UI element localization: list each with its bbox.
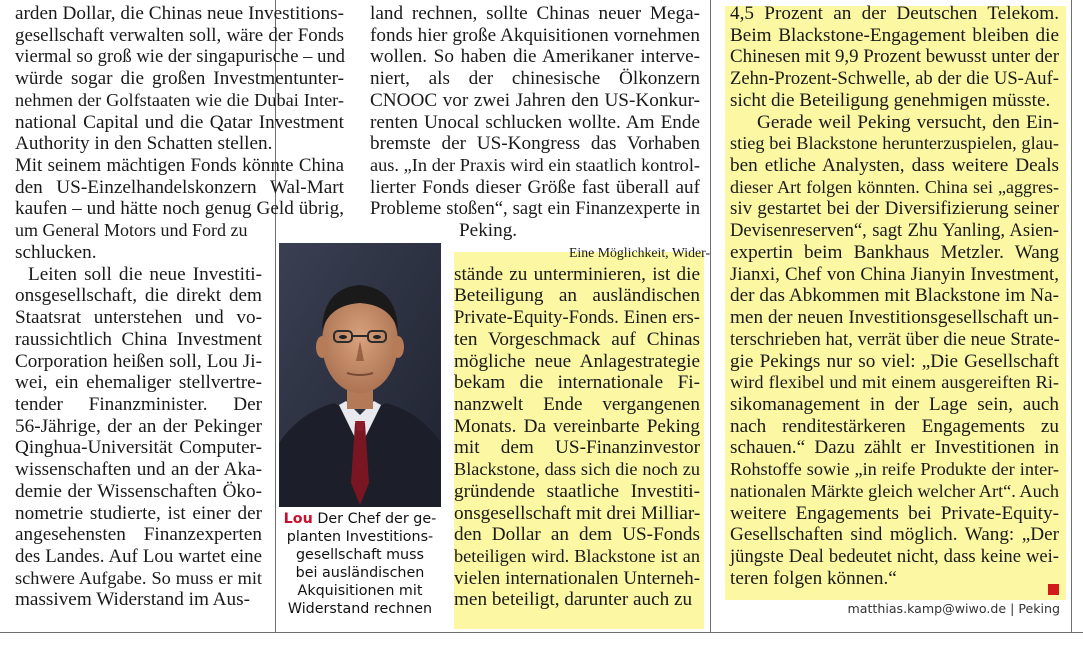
article-line: weitere Engagements bei Private-Equity-	[730, 502, 1059, 524]
article-line: kaufen – und hätte noch genug Geld übrig,	[15, 198, 344, 220]
article-line: nometrie studierte, ist einer der	[15, 502, 262, 524]
article-line: Gerade weil Peking versucht, den Ein-	[757, 111, 1059, 133]
article-line: terschrieben hat, verrät über die neue Strate-	[730, 328, 1060, 350]
article-line: nehmen der Golfstaaten wie die Dubai Inter-	[15, 89, 344, 110]
article-line: Corporation heißen soll, Lou Ji-	[15, 350, 262, 372]
article-line: raussichtlich China Investment	[15, 328, 262, 350]
article-line: tender Finanzminister. Der	[15, 393, 262, 415]
article-line: gesellschaft verwalten soll, wäre der Fonds	[15, 24, 344, 46]
caption-line-1-text: Der Chef der ge-	[312, 511, 437, 527]
article-line: CNOOC vor zwei Jahren den US-Konkur-	[370, 89, 700, 111]
column-rule-right	[1071, 0, 1072, 632]
caption-line-6: Widerstand rechnen	[287, 601, 433, 617]
article-line: stieg bei Blackstone herunterzuspielen, glau-	[730, 133, 1059, 154]
article-line: Qinghua-Universität Computer-	[15, 437, 262, 459]
article-line: nanzwelt Ende vergangenen	[454, 393, 700, 415]
article-line: schlucken.	[15, 241, 97, 263]
article-line: Gesellschaften sind möglich. Wang: „Der	[730, 524, 1059, 546]
article-line: men der neuen Investitionsgesellschaft un-	[730, 307, 1059, 329]
article-line: stände zu unterminieren, ist die	[454, 263, 700, 285]
article-line: Probleme stoßen“, sagt ein Finanzexperte in	[370, 198, 700, 220]
article-line: expertin beim Bankhaus Metzler. Wang	[730, 241, 1059, 263]
article-line: wird flexibel und mit einem ausgereiften Ri-	[730, 372, 1059, 393]
bottom-rule	[0, 632, 1083, 633]
article-line: nach renditestärkeren Engagements zu	[730, 415, 1059, 437]
article-line: den Dollar an dem US-Fonds	[454, 524, 700, 546]
article-line: vielen internationalen Unterneh-	[454, 567, 700, 589]
article-line: bremste der US-Kongress das Vorhaben	[370, 133, 700, 155]
article-line: dieser Art folgen könnten. China sei „aggres-	[730, 176, 1059, 197]
article-line: 56-Jährige, der an der Pekinger	[15, 415, 262, 437]
article-line: fonds hier große Akquisitionen vornehmen	[370, 24, 700, 46]
portrait-illustration	[279, 243, 441, 507]
article-line: jüngste Deal bedeutet nicht, dass keine wei-	[730, 546, 1059, 567]
article-line: siv gestartet bei der Diversifizierung seiner	[730, 198, 1059, 220]
article-line: wei, ein ehemaliger stellvertre-	[15, 372, 262, 394]
article-line: Mit seinem mächtigen Fonds könnte China	[15, 155, 344, 177]
article-line: niert, als der chinesische Ölkonzern	[370, 68, 700, 90]
article-line: gie Pekings nur so viel: „Die Gesellschaft	[730, 350, 1059, 372]
caption-line-5: Akquisitionen mit	[297, 583, 423, 599]
article-line: wollen. So haben die Amerikaner interve-	[370, 46, 700, 68]
author-byline: matthias.kamp@wiwo.de | Peking	[847, 601, 1060, 616]
article-end-mark	[1048, 584, 1059, 595]
article-line: Peking.	[459, 220, 518, 242]
caption-line-3: gesellschaft muss	[295, 547, 424, 563]
photo-caption	[279, 510, 441, 618]
column-rule-middle	[710, 0, 711, 632]
article-line: onsgesellschaft mit drei Milliar-	[454, 502, 701, 524]
article-line: men beteiligt, darunter auch zu	[454, 589, 693, 611]
article-line: Blackstone, dass sich die noch zu	[454, 459, 700, 480]
article-line: ben etliche Analysten, dass weitere Deals	[730, 155, 1059, 177]
article-line: teren folgen können.“	[730, 567, 897, 589]
article-line: national Capital und die Qatar Investment	[15, 111, 344, 133]
article-line: Leiten soll die neue Investiti-	[28, 263, 262, 285]
article-line: angesehensten Finanzexperten	[15, 524, 262, 546]
caption-line-2: planten Investitions-	[286, 529, 434, 545]
article-line: um General Motors und Ford zu	[15, 220, 248, 241]
article-line: Staatsrat unterstehen und vo-	[15, 307, 262, 329]
article-line: Rohstoffe sowie „in reife Produkte der inter-	[730, 459, 1059, 480]
portrait-photo	[279, 243, 441, 507]
article-line: Eine Möglichkeit, Wider-	[569, 244, 711, 260]
article-line: mögliche neue Anlagestrategie	[454, 350, 700, 372]
caption-line-1	[279, 510, 441, 528]
article-line: onsgesellschaft, die direkt dem	[15, 285, 262, 307]
article-line: Beteiligung an ausländischen	[454, 285, 700, 307]
article-line: des Landes. Auf Lou wartet eine	[15, 546, 262, 567]
article-line: sicht die Beteiligung genehmigen müsste.	[730, 89, 1051, 111]
article-line: würde sogar die großen Investmentunter-	[15, 68, 344, 90]
article-line: mit dem US-Finanzinvestor	[454, 437, 700, 459]
article-line: ten Vorgeschmack auf Chinas	[454, 328, 700, 350]
article-line: gründende staatliche Investiti-	[454, 480, 700, 502]
article-line: Devisenreserven“, sagt Zhu Yanling, Asien-	[730, 220, 1059, 242]
article-line: schwere Aufgabe. So muss er mit	[15, 567, 262, 588]
article-line: wissenschaften und an der Aka-	[15, 459, 262, 481]
article-line: schauen.“ Dazu zählt er Investitionen in	[730, 437, 1059, 459]
article-line: Beim Blackstone-Engagement bleiben die	[730, 24, 1059, 46]
article-line: aus. „In der Praxis wird ein staatlich kontrol-	[370, 155, 700, 176]
article-line: massivem Widerstand im Aus-	[15, 589, 250, 611]
caption-person-name: Lou	[283, 511, 313, 527]
article-line: sikomanagement in der Lage sein, auch	[730, 393, 1059, 415]
article-line: beteiligen wird. Blackstone ist an	[454, 546, 700, 566]
article-line: arden Dollar, die Chinas neue Investitions-	[15, 3, 344, 24]
article-line: demie der Wissenschaften Öko-	[15, 480, 262, 502]
article-line: Jianxi, Chef von China Jianyin Investment,	[730, 263, 1059, 285]
article-line: land rechnen, sollte Chinas neuer Mega-	[370, 3, 700, 24]
article-line: renten Unocal schlucken wollte. Am Ende	[370, 111, 700, 133]
article-line: Authority in den Schatten stellen.	[15, 133, 273, 155]
article-line: Private-Equity-Fonds. Einen ers-	[454, 307, 700, 329]
article-line: 4,5 Prozent an der Deutschen Telekom.	[730, 3, 1059, 24]
article-column-3	[730, 0, 1059, 632]
article-line: Chinesen mit 9,9 Prozent bewusst unter der	[730, 46, 1059, 68]
caption-line-4: bei ausländischen	[295, 565, 425, 581]
article-line: viermal so groß wie der singapurische – und	[15, 46, 345, 68]
article-line: den US-Einzelhandelskonzern Wal-Mart	[15, 176, 344, 198]
article-line: der das Abkommen mit Blackstone im Na-	[730, 285, 1059, 307]
article-line: lierter Fonds dieser Größe fast überall auf	[370, 176, 700, 198]
article-line: nationalen Märkte gleich welcher Art“. Auch	[730, 480, 1059, 501]
article-line: Monats. Da vereinbarte Peking	[454, 415, 700, 437]
article-line: bekam die internationale Fi-	[454, 372, 700, 394]
article-line: Zehn-Prozent-Schwelle, ab der die US-Auf-	[730, 68, 1059, 90]
